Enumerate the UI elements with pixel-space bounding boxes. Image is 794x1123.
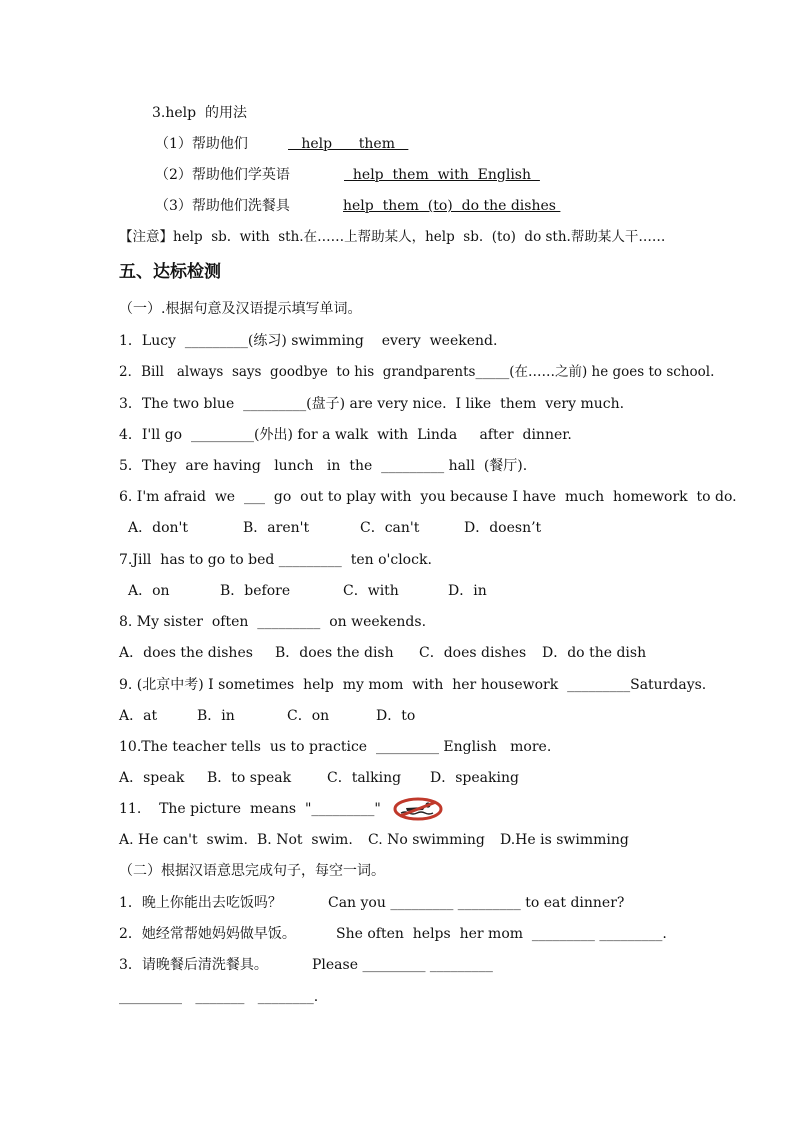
- q8-option-a: A．does the dishes: [119, 645, 253, 661]
- usage-1-en: help them: [288, 136, 409, 152]
- q11-option-b: B. Not swim.: [257, 832, 353, 848]
- q9-option-b: B．in: [197, 708, 235, 724]
- q7-option-d: D．in: [448, 583, 487, 599]
- q11-option-d: D.He is swimming: [500, 832, 629, 848]
- q6-option-d: D．doesn’t: [464, 520, 542, 536]
- question-11: 11. The picture means "_________": [119, 801, 381, 817]
- usage-3-cn: （3）帮助他们洗餐具: [155, 198, 290, 214]
- part2-q2-cn: 2．她经常帮她妈妈做早饭。: [119, 926, 296, 942]
- part2-q1-en: Can you _________ _________ to eat dinner?: [328, 895, 625, 911]
- q7-option-c: C．with: [343, 583, 399, 599]
- q9-option-a: A．at: [119, 708, 158, 724]
- q9-option-c: C．on: [287, 708, 330, 724]
- part2-q3-continuation: _________ _______ ________.: [119, 989, 319, 1005]
- q6-option-a: A．don't: [128, 520, 188, 536]
- section5-heading: 五、达标检测: [119, 262, 221, 282]
- usage-2-en: help them with English: [344, 167, 540, 183]
- usage-1-cn: （1）帮助他们: [155, 136, 248, 152]
- q7-option-a: A．on: [128, 583, 170, 599]
- q8-option-d: D．do the dish: [542, 645, 647, 661]
- question-9: 9. (北京中考) I sometimes help my mom with her housework _________Saturdays.: [119, 677, 707, 693]
- part2-title: （二）根据汉语意思完成句子，每空一词。: [119, 863, 385, 879]
- usage-note: 【注意】help sb. with sth.在……上帮助某人，help sb. (to) do sth.帮助某人干……: [119, 229, 666, 245]
- no-swimming-icon: [392, 796, 444, 822]
- part1-title: （一）.根据句意及汉语提示填写单词。: [119, 301, 362, 317]
- part2-q1-cn: 1．晚上你能出去吃饭吗？: [119, 895, 282, 911]
- question-7: 7.Jill has to go to bed _________ ten o'clock.: [119, 552, 432, 568]
- q6-option-c: C．can't: [360, 520, 420, 536]
- part2-q3-en: Please _________ _________: [312, 957, 493, 973]
- q10-option-a: A．speak: [119, 770, 185, 786]
- question-4: 4．I'll go _________(外出) for a walk with Linda after dinner.: [119, 427, 572, 443]
- help-usage-title: 3.help 的用法: [152, 105, 247, 121]
- q7-option-b: B．before: [220, 583, 291, 599]
- q8-option-c: C．does dishes: [419, 645, 527, 661]
- question-3: 3．The two blue _________(盘子) are very nice. I like them very much.: [119, 396, 625, 412]
- usage-3-en: help them (to) do the dishes: [343, 198, 561, 214]
- usage-2-cn: （2）帮助他们学英语: [155, 167, 290, 183]
- q10-option-d: D．speaking: [430, 770, 519, 786]
- q8-option-b: B．does the dish: [275, 645, 394, 661]
- q11-option-c: C. No swimming: [368, 832, 485, 848]
- q6-option-b: B．aren't: [243, 520, 310, 536]
- question-8: 8. My sister often _________ on weekends.: [119, 614, 427, 630]
- question-6: 6. I'm afraid we ___ go out to play with you because I have much homework to do.: [119, 489, 737, 505]
- part2-q3-cn: 3．请晚餐后清洗餐具。: [119, 957, 268, 973]
- q11-option-a: A. He can't swim.: [119, 832, 248, 848]
- question-10: 10.The teacher tells us to practice _________ English more.: [119, 739, 552, 755]
- q10-option-b: B．to speak: [207, 770, 292, 786]
- question-5: 5．They are having lunch in the _________ hall (餐厅).: [119, 458, 528, 474]
- q10-option-c: C．talking: [327, 770, 402, 786]
- part2-q2-en: She often helps her mom _________ _________.: [336, 926, 667, 942]
- q9-option-d: D．to: [376, 708, 416, 724]
- question-1: 1．Lucy _________(练习) swimming every weekend.: [119, 333, 498, 349]
- question-2: 2．Bill always says goodbye to his grandparents_____(在……之前) he goes to school.: [119, 364, 715, 380]
